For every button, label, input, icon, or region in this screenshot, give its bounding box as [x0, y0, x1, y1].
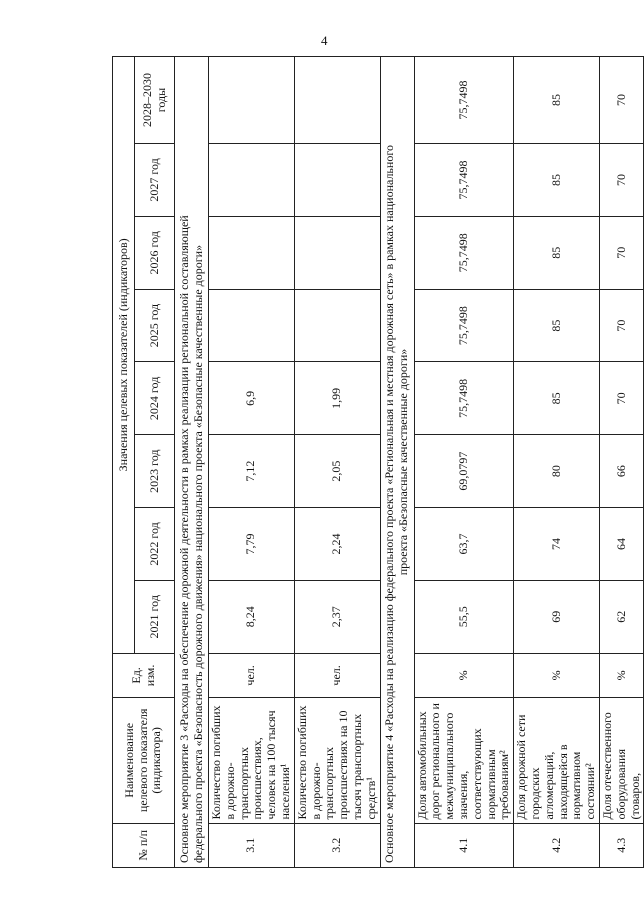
row-value: 70	[599, 216, 643, 289]
indicators-table	[112, 56, 644, 868]
row-value: 85	[514, 144, 600, 217]
header-values-group: Значения целевых показателей (индикаторов)	[113, 57, 135, 654]
header-year: 2025 год	[135, 289, 175, 362]
section-4-title: Основное мероприятие 4 «Расходы на реализацию федерального проекта «Региональная и местная дорожная сеть» в рамках национального проекта «Безопасные качественные дороги»	[380, 57, 414, 868]
indicators-table-rotated	[112, 56, 642, 868]
table-row	[209, 57, 295, 868]
row-name: Доля отечественного оборудования (товаров,	[599, 698, 643, 823]
row-value	[294, 57, 380, 144]
row-value	[294, 289, 380, 362]
row-value: 74	[514, 508, 600, 581]
row-value: 62	[599, 580, 643, 653]
row-num: 3.2	[294, 823, 380, 867]
row-value: 70	[599, 289, 643, 362]
row-value: 75,7498	[414, 144, 514, 217]
header-year: 2027 год	[135, 144, 175, 217]
row-value: 2,24	[294, 508, 380, 581]
row-value: 69	[514, 580, 600, 653]
row-num: 4.2	[514, 823, 600, 867]
row-name: Количество погибших в дорожно-транспортных происшествиях, человек на 100 тысяч населения¹	[209, 698, 295, 823]
row-value: 2,37	[294, 580, 380, 653]
header-year: 2021 год	[135, 580, 175, 653]
row-value	[294, 144, 380, 217]
header-year: 2028–2030 годы	[135, 57, 175, 144]
row-value: 75,7498	[414, 362, 514, 435]
row-value: 75,7498	[414, 289, 514, 362]
row-value: 85	[514, 57, 600, 144]
row-name: Количество погибших в дорожно-транспортных происшествиях на 10 тысяч транспортных средств¹	[294, 698, 380, 823]
row-unit: %	[599, 653, 643, 697]
row-value: 55,5	[414, 580, 514, 653]
row-value	[209, 144, 295, 217]
row-value: 75,7498	[414, 57, 514, 144]
row-value: 85	[514, 216, 600, 289]
row-value: 70	[599, 144, 643, 217]
row-num: 4.1	[414, 823, 514, 867]
row-value	[209, 216, 295, 289]
row-num: 4.3	[599, 823, 643, 867]
row-value: 69,0797	[414, 435, 514, 508]
header-name: Наименование целевого показателя (индикатора)	[113, 698, 175, 823]
page-number: 4	[321, 33, 328, 48]
table-row	[414, 57, 514, 868]
header-year: 2023 год	[135, 435, 175, 508]
row-value: 7,79	[209, 508, 295, 581]
row-unit: %	[514, 653, 600, 697]
header-year: 2022 год	[135, 508, 175, 581]
row-unit: %	[414, 653, 514, 697]
row-value	[209, 57, 295, 144]
table-row	[514, 57, 600, 868]
row-value: 80	[514, 435, 600, 508]
header-year: 2026 год	[135, 216, 175, 289]
header-unit: Ед. изм.	[113, 653, 175, 697]
row-value: 63,7	[414, 508, 514, 581]
section-3-title: Основное мероприятие 3 «Расходы на обеспечение дорожной деятельности в рамках реализации региональной составляющей федерального проекта «Безопасность дорожного движения» национального проекта «Безопасные качественные дороги»	[175, 57, 209, 868]
row-name: Доля дорожной сети городских агломераций, находящейся в нормативном состоянии²	[514, 698, 600, 823]
header-year: 2024 год	[135, 362, 175, 435]
row-unit: чел.	[294, 653, 380, 697]
row-value: 66	[599, 435, 643, 508]
table-row	[294, 57, 380, 868]
row-value: 2,05	[294, 435, 380, 508]
row-value: 85	[514, 362, 600, 435]
row-unit: чел.	[209, 653, 295, 697]
row-value: 64	[599, 508, 643, 581]
row-value: 70	[599, 362, 643, 435]
row-value: 8,24	[209, 580, 295, 653]
row-value: 7,12	[209, 435, 295, 508]
row-value	[209, 289, 295, 362]
row-value: 75,7498	[414, 216, 514, 289]
row-name: Доля автомобильных дорог регионального и межмуниципального значения, соответствующих нормативным требованиям²	[414, 698, 514, 823]
row-num: 3.1	[209, 823, 295, 867]
row-value: 85	[514, 289, 600, 362]
header-num: № п/п	[113, 823, 175, 867]
row-value: 1,99	[294, 362, 380, 435]
row-value	[294, 216, 380, 289]
row-value: 70	[599, 57, 643, 144]
row-value: 6,9	[209, 362, 295, 435]
table-row	[599, 57, 643, 868]
